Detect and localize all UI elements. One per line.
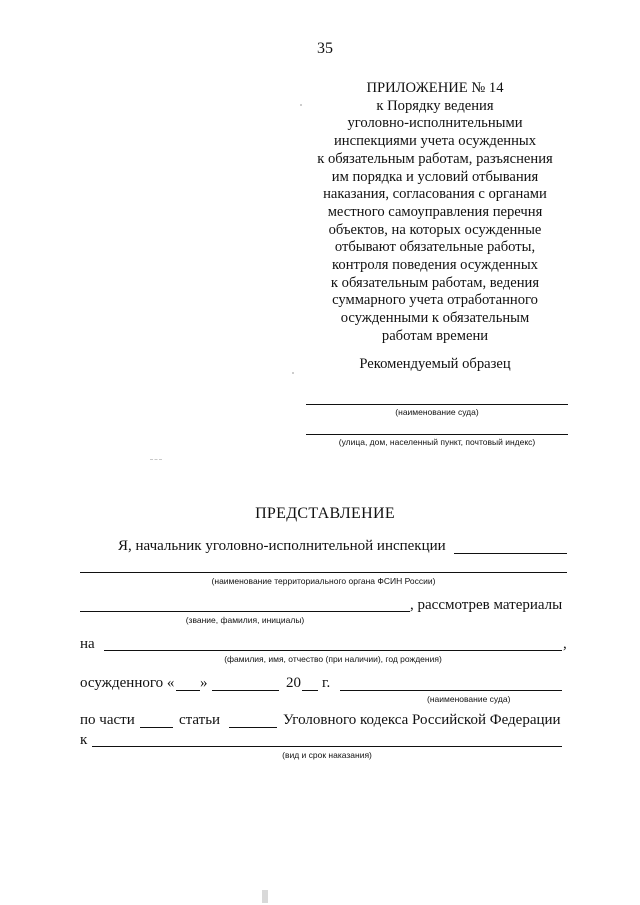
court-address-caption: (улица, дом, населенный пункт, почтовый индекс)	[338, 437, 536, 447]
review-text: , рассмотрев материалы	[410, 597, 563, 613]
sentencing-court-field[interactable]	[340, 690, 562, 691]
article-field[interactable]	[229, 727, 277, 728]
appendix-line: суммарного учета отработанного	[332, 292, 538, 309]
territorial-organ-field[interactable]	[80, 572, 567, 573]
appendix-line: инспекциями учета осужденных	[333, 133, 537, 150]
on-label: на	[80, 636, 95, 652]
year-prefix: 20	[286, 675, 301, 691]
convicted-label: осужденного «	[80, 675, 175, 691]
punishment-field[interactable]	[92, 746, 562, 747]
appendix-line: к обязательным работам, ведения	[330, 274, 540, 291]
part-field[interactable]	[140, 727, 173, 728]
convict-name-field[interactable]	[104, 650, 562, 651]
rank-name-field[interactable]	[80, 611, 410, 612]
scan-artifact	[262, 890, 268, 903]
appendix-line: контроля поведения осужденных	[332, 257, 538, 274]
appendix-line: к Порядку ведения	[376, 97, 494, 114]
court-address-field[interactable]	[306, 434, 568, 435]
scan-artifact	[300, 104, 302, 106]
page-number: 35	[317, 40, 333, 57]
day-field[interactable]	[176, 690, 200, 691]
appendix-line: им порядка и условий отбывания	[331, 168, 539, 185]
appendix-block	[300, 80, 570, 346]
quote-close: »	[200, 675, 208, 691]
court-name-caption: (наименование суда)	[395, 407, 479, 417]
appendix-line: отбывают обязательные работы,	[334, 239, 536, 256]
inspection-name-field[interactable]	[454, 553, 567, 554]
year-suffix: г.	[322, 675, 331, 691]
appendix-line: к обязательным работам, разъяснения	[317, 150, 553, 167]
criminal-code-text: Уголовного кодекса Российской Федерации	[283, 712, 561, 728]
part-label: по части	[80, 712, 135, 728]
to-label: к	[80, 732, 88, 748]
year-field[interactable]	[302, 690, 318, 691]
month-field[interactable]	[212, 690, 279, 691]
rank-name-caption: (звание, фамилия, инициалы)	[185, 615, 305, 625]
territorial-organ-caption: (наименование территориального органа ФСИН России)	[211, 576, 436, 586]
document-title: ПРЕДСТАВЛЕНИЕ	[255, 505, 395, 522]
article-label: статьи	[179, 712, 221, 728]
appendix-line: осужденными к обязательным	[340, 310, 530, 327]
punishment-caption: (вид и срок наказания)	[282, 750, 372, 760]
appendix-line: местного самоуправления перечня	[327, 203, 543, 220]
comma: ,	[563, 636, 567, 652]
inspection-head-text: Я, начальник уголовно-исполнительной инспекции	[118, 538, 446, 554]
appendix-line: объектов, на которых осужденные	[328, 221, 542, 238]
appendix-line: наказания, согласования с органами	[323, 186, 547, 203]
sentencing-court-caption: (наименование суда)	[427, 694, 511, 704]
convict-name-caption: (фамилия, имя, отчество (при наличии), год рождения)	[224, 654, 442, 664]
scan-artifact	[150, 459, 162, 460]
appendix-line: ПРИЛОЖЕНИЕ № 14	[366, 80, 504, 96]
recommended-sample-label: Рекомендуемый образец	[359, 356, 511, 372]
court-name-field[interactable]	[306, 404, 568, 405]
appendix-line: работам времени	[381, 327, 489, 344]
scan-artifact	[292, 372, 294, 374]
appendix-line: уголовно-исполнительными	[347, 115, 523, 132]
